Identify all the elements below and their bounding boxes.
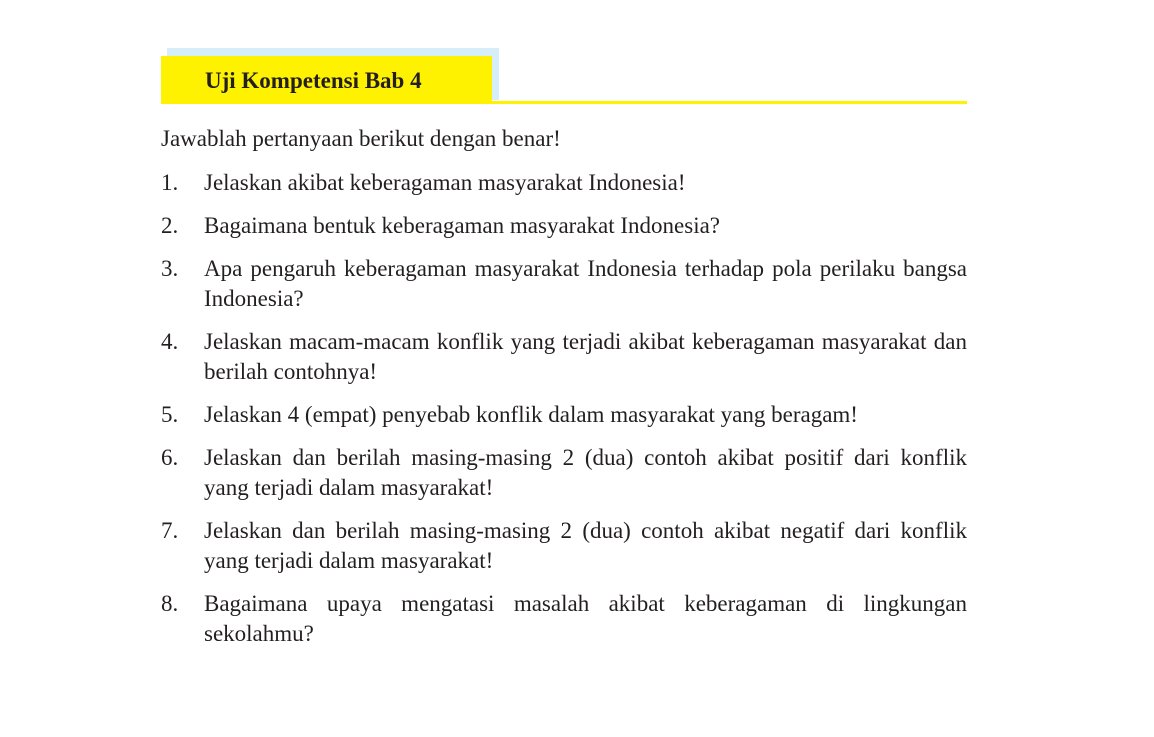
question-item-2 — [161, 211, 967, 241]
question-item-5 — [161, 400, 967, 430]
question-item-7 — [161, 516, 967, 576]
question-number: 6. — [161, 445, 179, 470]
question-item-8 — [161, 589, 967, 649]
question-number: 1. — [161, 170, 179, 195]
question-item-4 — [161, 327, 967, 387]
question-text: Bagaimana upaya mengatasi masalah akibat keberagaman di lingkungan sekolahmu? — [204, 591, 967, 646]
question-number: 8. — [161, 591, 179, 616]
heading-underline-rule — [492, 101, 967, 104]
question-text: Jelaskan macam-macam konflik yang terjadi akibat keberagaman masyarakat dan berilah contohnya! — [204, 329, 967, 384]
section-heading — [161, 48, 967, 105]
section-title: Uji Kompetensi Bab 4 — [205, 68, 422, 93]
question-number: 4. — [161, 329, 179, 354]
question-item-3 — [161, 254, 967, 314]
question-number: 3. — [161, 256, 179, 281]
heading-highlight-box — [161, 56, 492, 104]
question-text: Jelaskan 4 (empat) penyebab konflik dalam masyarakat yang beragam! — [204, 402, 858, 427]
question-text: Bagaimana bentuk keberagaman masyarakat Indonesia? — [204, 213, 720, 238]
question-item-1 — [161, 168, 967, 198]
question-text: Apa pengaruh keberagaman masyarakat Indonesia terhadap pola perilaku bangsa Indonesia? — [204, 256, 967, 311]
question-text: Jelaskan dan berilah masing-masing 2 (dua) contoh akibat positif dari konflik yang terjadi dalam masyarakat! — [204, 445, 967, 500]
question-text: Jelaskan akibat keberagaman masyarakat Indonesia! — [204, 170, 686, 195]
instructions-text: Jawablah pertanyaan berikut dengan benar! — [161, 126, 561, 151]
question-list — [161, 168, 967, 662]
question-number: 2. — [161, 213, 179, 238]
question-text: Jelaskan dan berilah masing-masing 2 (dua) contoh akibat negatif dari konflik yang terjadi dalam masyarakat! — [204, 518, 967, 573]
question-item-6 — [161, 443, 967, 503]
question-number: 5. — [161, 402, 179, 427]
question-number: 7. — [161, 518, 179, 543]
